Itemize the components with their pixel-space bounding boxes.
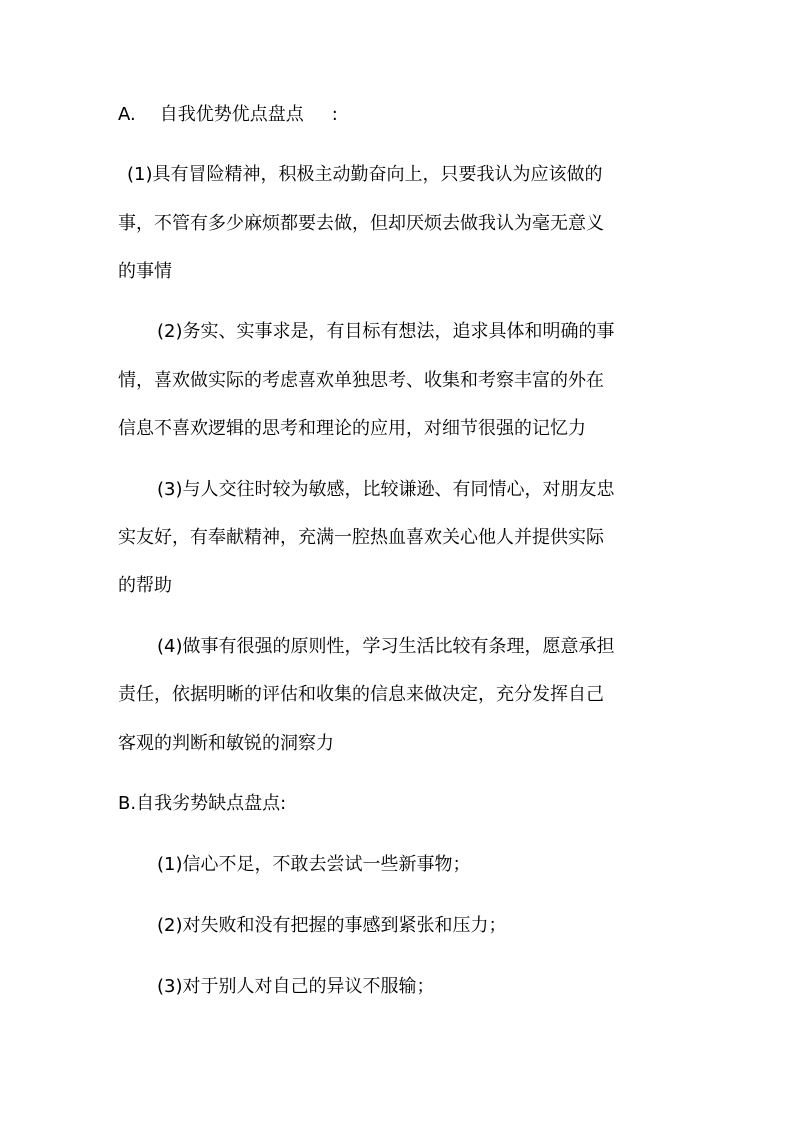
paragraph-line: (4)做事有很强的原则性，学习生活比较有条理，愿意承担: [157, 636, 615, 657]
paragraph-line: 的帮助: [118, 575, 172, 596]
section-a-heading: [118, 103, 338, 127]
paragraph-line: 责任，依据明晰的评估和收集的信息来做决定，充分发挥自己: [118, 684, 604, 705]
paragraph-line: 事，不管有多少麻烦都要去做，但却厌烦去做我认为毫无意义: [118, 213, 604, 234]
section-b-item-2: (2)对失败和没有把握的事感到紧张和压力；: [157, 915, 507, 936]
paragraph-line: 的事情: [118, 261, 172, 282]
paragraph-line: 信息不喜欢逻辑的思考和理论的应用，对细节很强的记忆力: [118, 418, 586, 439]
section-b-item-3: (3)对于别人对自己的异议不服输；: [157, 976, 435, 997]
paragraph-line: 客观的判断和敏锐的洞察力: [118, 733, 334, 754]
paragraph-line: (2)务实、实事求是，有目标有想法，追求具体和明确的事: [157, 321, 615, 342]
section-a-colon: :: [331, 104, 338, 125]
section-a-title: 自我优势优点盘点: [159, 104, 304, 125]
paragraph-line: 实友好，有奉献精神，充满一腔热血喜欢关心他人并提供实际: [118, 527, 604, 548]
paragraph-line: (1)具有冒险精神，积极主动勤奋向上，只要我认为应该做的: [127, 164, 603, 185]
paragraph-line: 情，喜欢做实际的考虑喜欢单独思考、收集和考察丰富的外在: [118, 370, 604, 391]
section-a-label: A.: [118, 104, 136, 125]
section-b-heading: B.自我劣势缺点盘点:: [118, 793, 287, 814]
paragraph-line: (3)与人交往时较为敏感，比较谦逊、有同情心，对朋友忠: [157, 479, 615, 500]
section-b-item-1: (1)信心不足，不敢去尝试一些新事物；: [157, 854, 471, 875]
